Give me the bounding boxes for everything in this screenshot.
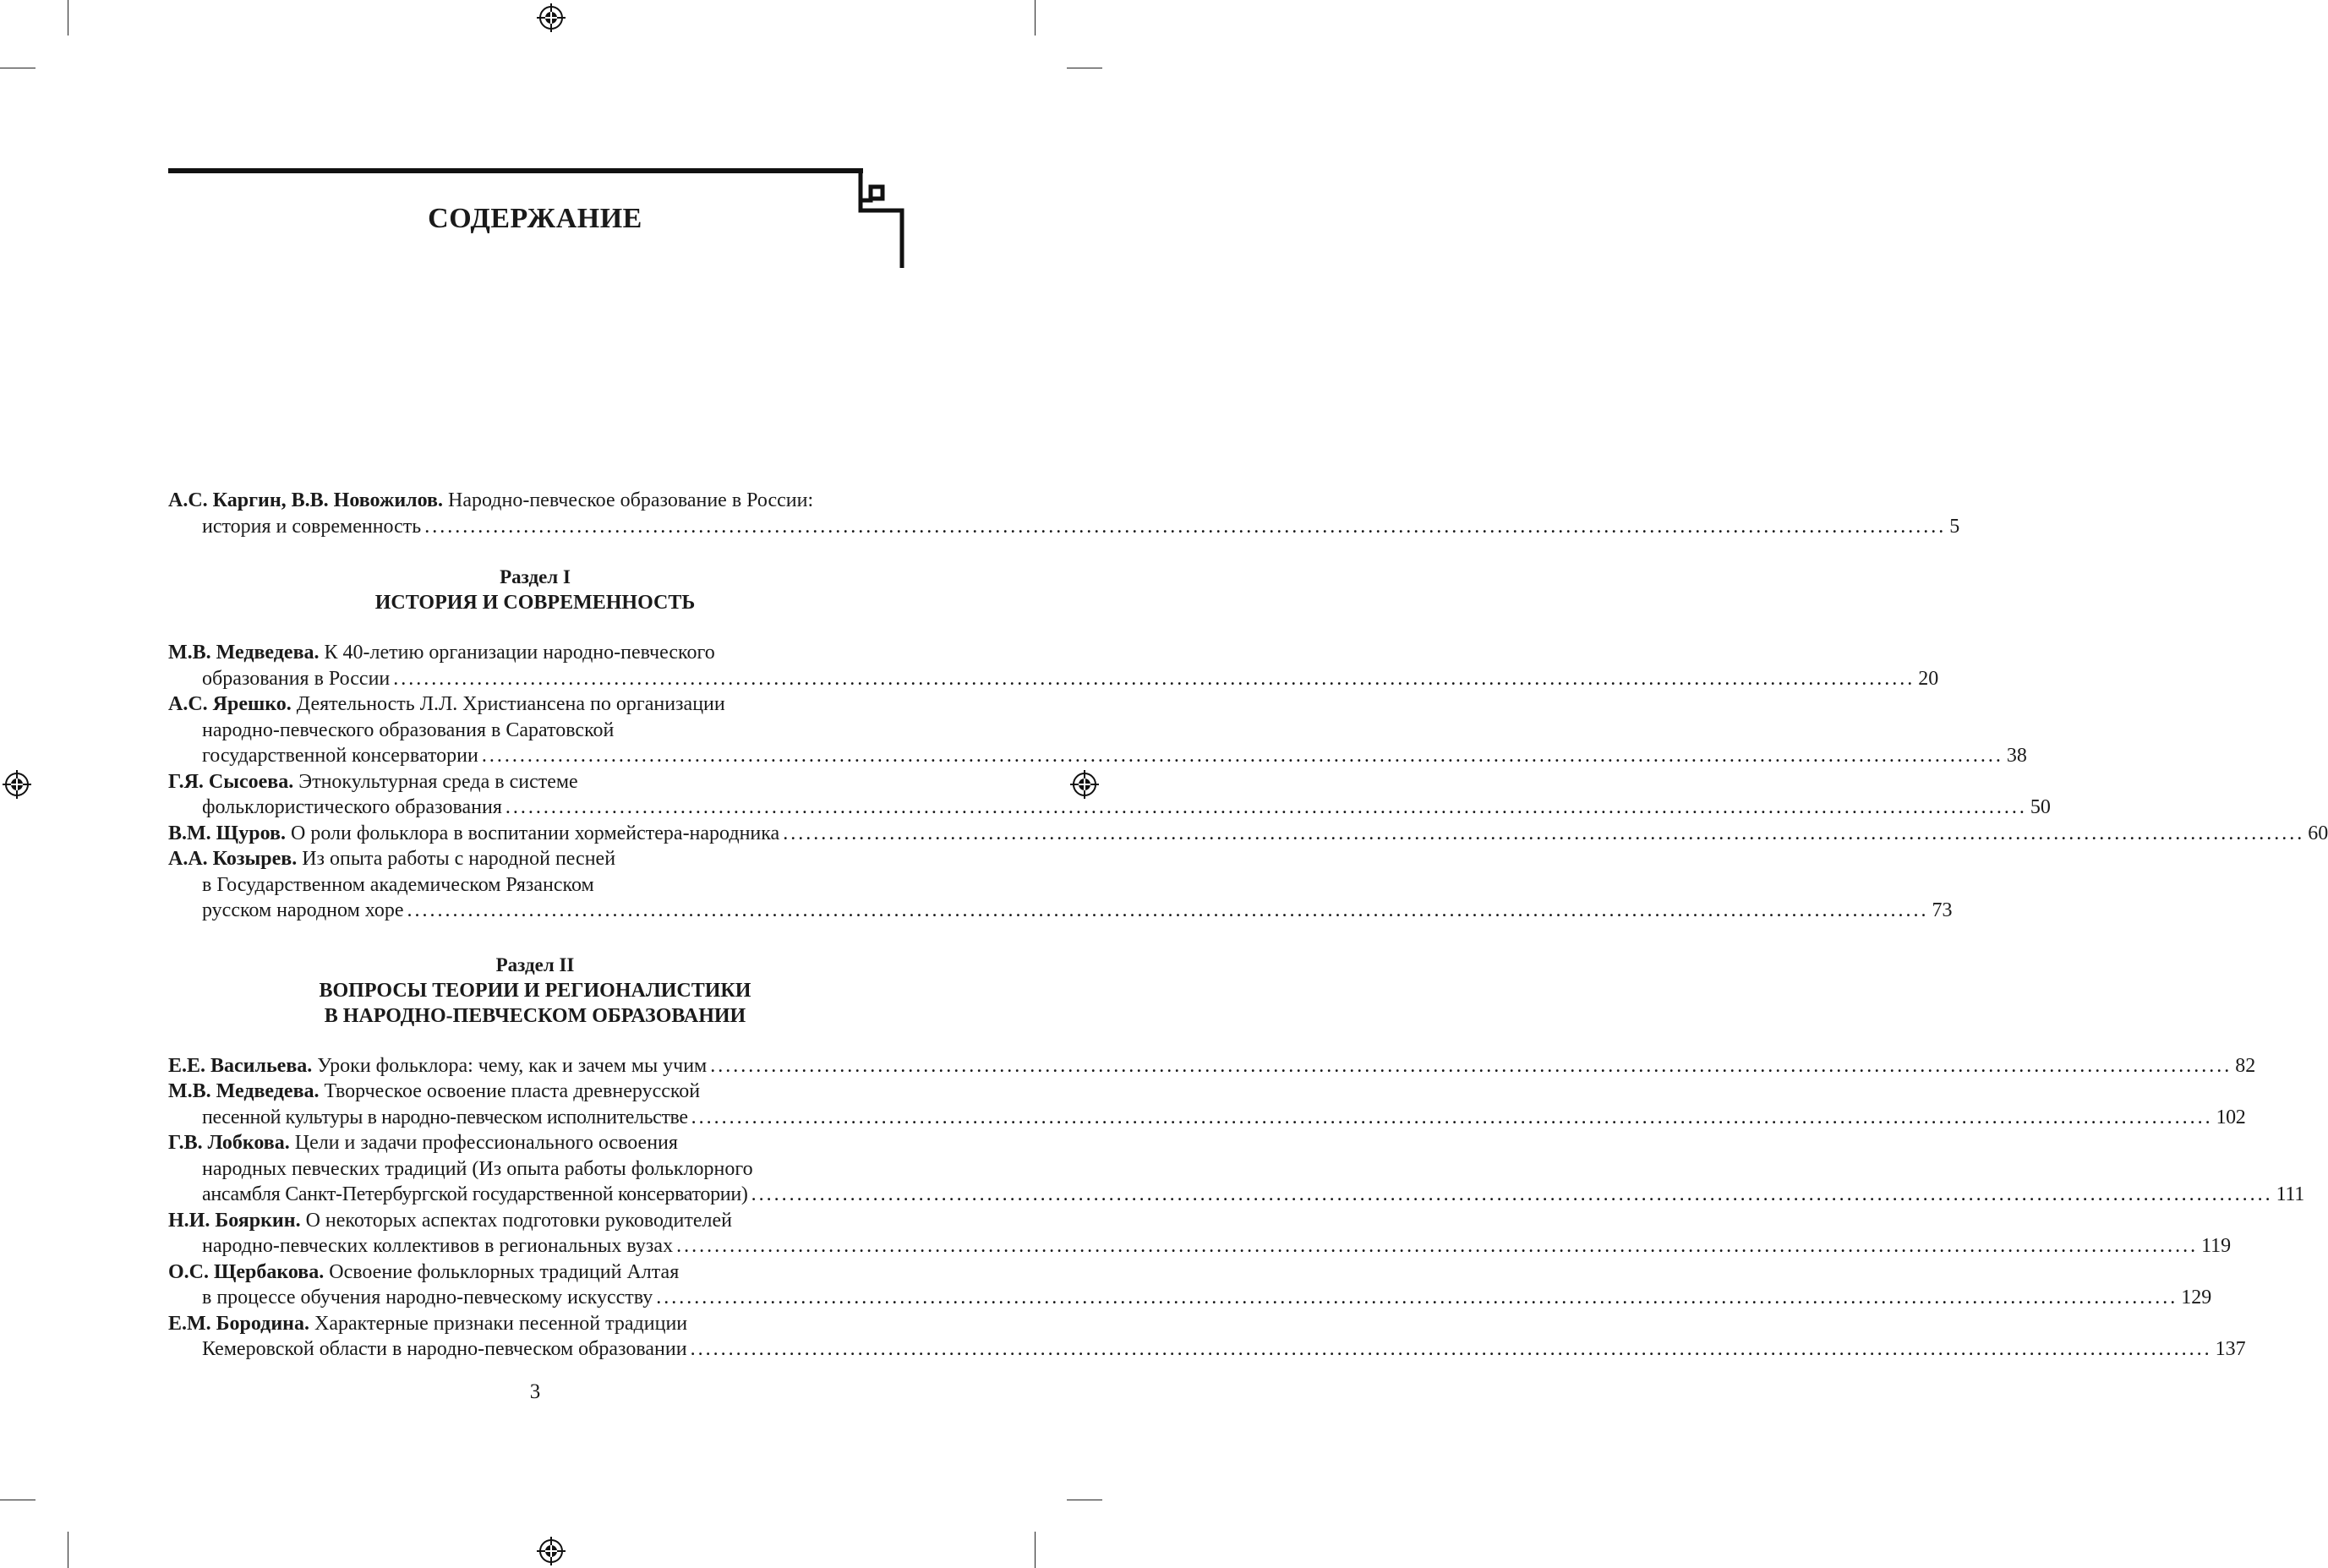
- dot-leader: ........................................................................................................................................................................................................: [407, 899, 1929, 921]
- entry-title: государственной консерватории: [202, 745, 478, 767]
- section-name: В НАРОДНО-ПЕВЧЕСКОМ ОБРАЗОВАНИИ: [324, 1004, 746, 1027]
- dot-leader: ........................................................................................................................................................................................................: [656, 1287, 2178, 1308]
- entry-title: образования в России: [202, 667, 391, 690]
- toc-entry: [168, 691, 2027, 769]
- entry-title: Деятельность Л.Л. Христиансена по организации: [296, 693, 725, 715]
- registration-mark-icon: [537, 3, 566, 32]
- toc-entry: [168, 1053, 2256, 1079]
- entry-author: Г.Я. Сысоева.: [168, 770, 294, 793]
- toc-entry: [168, 640, 1939, 691]
- entry-title: Характерные признаки песенной традиции: [314, 1312, 688, 1335]
- toc-entry: [168, 488, 1960, 539]
- toc-entry: [168, 1208, 2232, 1259]
- entry-author: М.В. Медведева.: [168, 642, 320, 664]
- dot-leader: ........................................................................................................................................................................................................: [505, 796, 2027, 818]
- entry-title: Кемеровской области в народно-певческом образовании: [202, 1338, 687, 1360]
- entry-title: история и современность: [202, 515, 422, 538]
- dot-leader: ........................................................................................................................................................................................................: [710, 1054, 2232, 1077]
- section-heading: [168, 953, 902, 1029]
- entry-author: Е.Е. Васильева.: [168, 1054, 313, 1077]
- toc-entry: [168, 1259, 2212, 1311]
- entry-author: А.С. Каргин, В.В. Новожилов.: [168, 489, 443, 511]
- entry-page: 129: [2181, 1287, 2212, 1308]
- dot-leader: ........................................................................................................................................................................................................: [393, 667, 1915, 690]
- entry-title: Из опыта работы с народной песней: [302, 848, 616, 870]
- registration-mark-icon: [3, 770, 31, 799]
- dot-leader: ........................................................................................................................................................................................................: [481, 745, 2003, 767]
- entry-title: Освоение фольклорных традиций Алтая: [329, 1260, 680, 1283]
- table-of-contents: [168, 488, 2328, 1363]
- toc-entry: [168, 846, 1953, 924]
- entry-page: 60: [2308, 822, 2328, 844]
- crop-mark: [1035, 0, 1036, 36]
- entry-title: Цели и задачи профессионального освоения: [294, 1132, 678, 1154]
- entry-title: в Государственном академическом Рязанском: [202, 873, 594, 896]
- dot-leader: ........................................................................................................................................................................................................: [690, 1338, 2212, 1360]
- crop-mark: [1035, 1532, 1036, 1568]
- entry-author: А.С. Ярешко.: [168, 693, 292, 715]
- entry-author: А.А. Козырев.: [168, 848, 298, 870]
- title-rule: [168, 168, 863, 173]
- entry-author: Г.В. Лобкова.: [168, 1132, 290, 1154]
- toc-entry: [168, 1079, 2246, 1130]
- section-heading: [168, 565, 902, 615]
- entry-page: 20: [1918, 667, 1939, 690]
- entry-title: О роли фольклора в воспитании хормейстера-народника: [291, 822, 780, 844]
- entry-title: О некоторых аспектах подготовки руководителей: [305, 1209, 732, 1232]
- toc-entry: [168, 769, 2051, 821]
- entry-author: О.С. Щербакова.: [168, 1260, 325, 1283]
- section-name: ИСТОРИЯ И СОВРЕМЕННОСТЬ: [374, 592, 696, 614]
- entry-page: 82: [2235, 1054, 2256, 1077]
- entry-page: 137: [2215, 1338, 2246, 1360]
- dot-leader: ........................................................................................................................................................................................................: [751, 1183, 2273, 1205]
- dot-leader: ........................................................................................................................................................................................................: [676, 1235, 2199, 1257]
- section-name: ВОПРОСЫ ТЕОРИИ И РЕГИОНАЛИСТИКИ: [319, 979, 751, 1002]
- section-label: Раздел I: [500, 566, 571, 587]
- entry-author: Н.И. Бояркин.: [168, 1209, 301, 1232]
- dot-leader: ........................................................................................................................................................................................................: [424, 515, 1947, 538]
- entry-page: 102: [2216, 1106, 2246, 1128]
- entry-title: народно-певческого образования в Саратовской: [202, 718, 615, 741]
- entry-title: К 40-летию организации народно-певческого: [324, 642, 715, 664]
- page-title: СОДЕРЖАНИЕ: [428, 203, 642, 234]
- toc-entry: [168, 1130, 2304, 1208]
- entry-title: Этнокультурная среда в системе: [298, 770, 578, 793]
- toc-entry: [168, 1311, 2246, 1363]
- entry-author: М.В. Медведева.: [168, 1080, 320, 1102]
- entry-title: песенной культуры в народно-певческом исполнительстве: [202, 1106, 688, 1128]
- entry-title: ансамбля Санкт-Петербургской государственной консерватории): [202, 1183, 748, 1205]
- entry-title: в процессе обучения народно-певческому искусству: [202, 1287, 653, 1308]
- page-number: 3: [529, 1380, 541, 1403]
- entry-page: 111: [2276, 1183, 2304, 1205]
- entry-title: Творческое освоение пласта древнерусской: [324, 1080, 701, 1102]
- entry-title: Народно-певческое образование в России:: [448, 489, 814, 511]
- toc-entry: [168, 821, 2328, 847]
- entry-title: русском народном хоре: [202, 899, 404, 921]
- entry-title: народных певческих традиций (Из опыта работы фольклорного: [202, 1157, 753, 1180]
- dot-leader: ........................................................................................................................................................................................................: [691, 1106, 2213, 1128]
- registration-mark-icon: [537, 1537, 566, 1565]
- entry-page: 5: [1949, 515, 1960, 538]
- entry-title: Уроки фольклора: чему, как и зачем мы учим: [317, 1054, 708, 1077]
- section-label: Раздел II: [495, 953, 575, 975]
- entry-title: фольклористического образования: [202, 796, 502, 818]
- entry-title: народно-певческих коллективов в региональных вузах: [202, 1235, 674, 1257]
- entry-page: 119: [2201, 1235, 2232, 1257]
- entry-author: В.М. Щуров.: [168, 822, 287, 844]
- entry-page: 73: [1932, 899, 1953, 921]
- entry-page: 38: [2006, 745, 2027, 767]
- dot-leader: ........................................................................................................................................................................................................: [783, 822, 2305, 844]
- entry-author: Е.М. Бородина.: [168, 1312, 309, 1335]
- entry-page: 50: [2030, 796, 2051, 818]
